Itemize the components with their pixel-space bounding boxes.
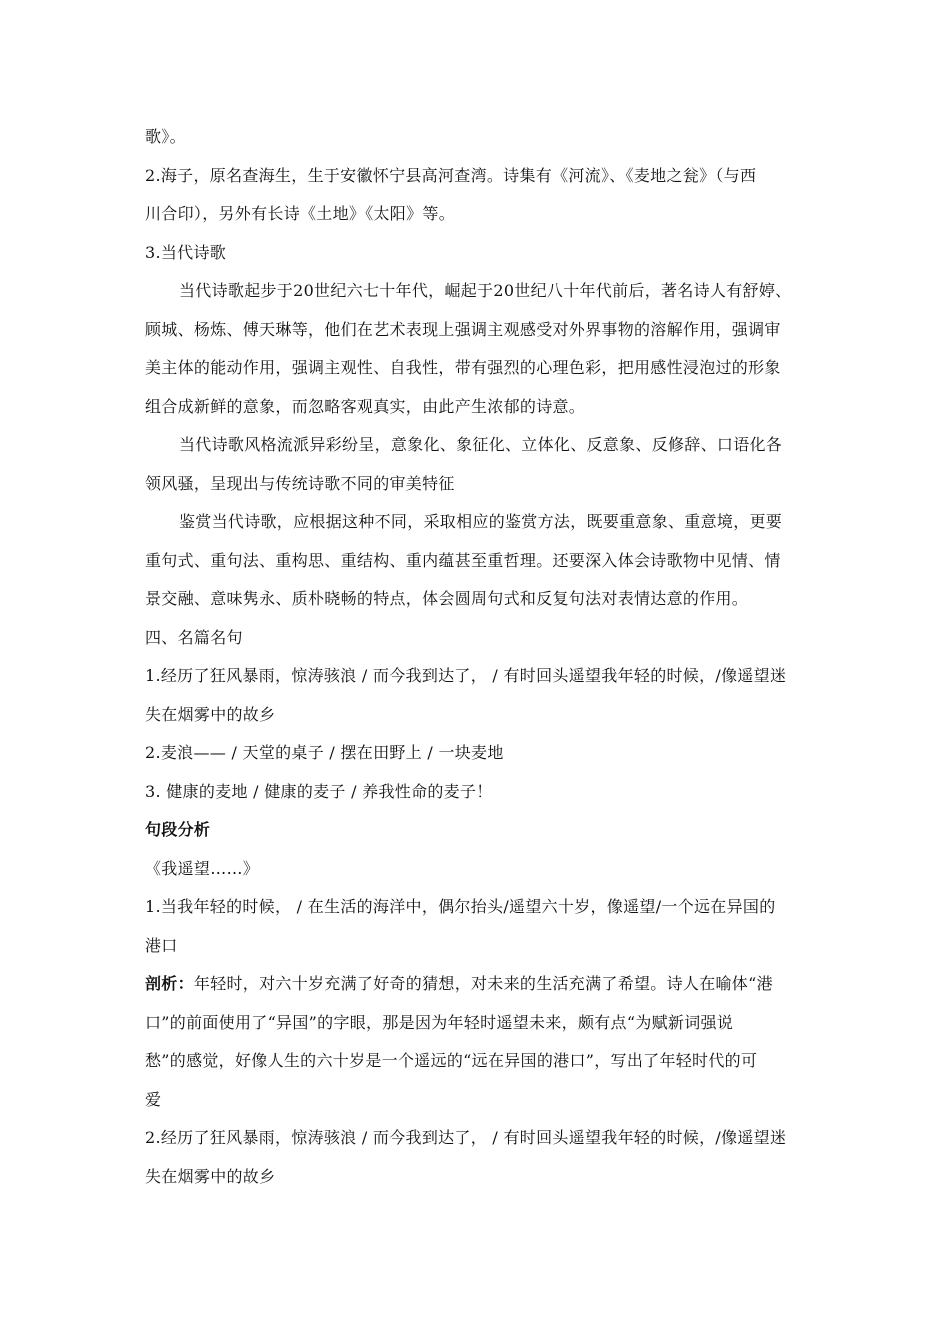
section-heading: 3.当代诗歌	[145, 242, 227, 262]
quote-line: 失在烟雾中的故乡	[145, 704, 276, 724]
analysis-line: 愁”的感觉，好像人生的六十岁是一个遥远的“远在异国的港口”，写出了年轻时代的可	[145, 1051, 758, 1070]
paragraph-line: 鉴赏当代诗歌，应根据这种不同，采取相应的鉴赏方法，既要重意象、重意境，更要	[179, 512, 783, 531]
section-heading-bold: 句段分析	[145, 820, 211, 839]
text-line: 2.海子，原名查海生，生于安徽怀宁县高河查湾。诗集有《河流》、《麦地之瓮》（与西	[145, 165, 757, 185]
paragraph-line: 景交融、意味隽永、质朴晓畅的特点，体会圆周句式和反复句法对表情达意的作用。	[145, 589, 749, 608]
paragraph-line: 顾城、杨炼、傅天琳等，他们在艺术表现上强调主观感受对外界事物的溶解作用，强调审	[145, 319, 781, 339]
paragraph-line: 重句式、重句法、重构思、重结构、重内蕴甚至重哲理。还要深入体会诗歌物中见情、情	[145, 550, 781, 570]
quote-line: 1.当我年轻的时候， / 在生活的海洋中，偶尔抬头/遥望六十岁，像遥望/一个远在异国的	[145, 897, 776, 916]
text-line: 川合印），另外有长诗《土地》《太阳》等。	[145, 204, 456, 223]
paragraph-line: 领风骚，呈现出与传统诗歌不同的审美特征	[145, 473, 455, 493]
paragraph-line: 美主体的能动作用，强调主观性、自我性，带有强烈的心理色彩，把用感性浸泡过的形象	[145, 358, 781, 377]
quote-line: 3. 健康的麦地 / 健康的麦子 / 养我性命的麦子！	[145, 781, 493, 801]
quote-line: 1.经历了狂风暴雨，惊涛骇浪 / 而今我到达了， / 有时回头遥望我年轻的时候，/像遥望迷	[145, 666, 787, 685]
quote-line: 港口	[145, 935, 178, 955]
analysis-line	[145, 965, 822, 1004]
analysis-text: 年轻时，对六十岁充满了好奇的猜想，对未来的生活充满了希望。诗人在喻体“港	[193, 974, 773, 993]
paragraph-line: 当代诗歌起步于20世纪六七十年代，崛起于20世纪八十年代前后，著名诗人有舒婷、	[179, 281, 792, 300]
poem-title: 《我遥望……》	[145, 858, 260, 878]
analysis-line: 口”的前面使用了“异国”的字眼，那是因为年轻时遥望未来，颇有点“为赋新词强说	[145, 1012, 734, 1032]
paragraph-line: 组合成新鲜的意象，而忽略客观真实，由此产生浓郁的诗意。	[145, 396, 586, 416]
quote-line: 失在烟雾中的故乡	[145, 1166, 276, 1186]
paragraph-line: 当代诗歌风格流派异彩纷呈，意象化、象征化、立体化、反意象、反修辞、口语化各	[179, 435, 783, 454]
quote-line: 2.经历了狂风暴雨，惊涛骇浪 / 而今我到达了， / 有时回头遥望我年轻的时候，/像遥望迷	[145, 1128, 787, 1147]
text-line: 歌》。	[145, 127, 186, 146]
section-heading: 四、名篇名句	[145, 627, 243, 647]
analysis-label: 剖析：	[145, 974, 194, 993]
quote-line: 2.麦浪—— / 天堂的桌子 / 摆在田野上 / 一块麦地	[145, 743, 504, 762]
analysis-line: 爱	[145, 1089, 162, 1109]
